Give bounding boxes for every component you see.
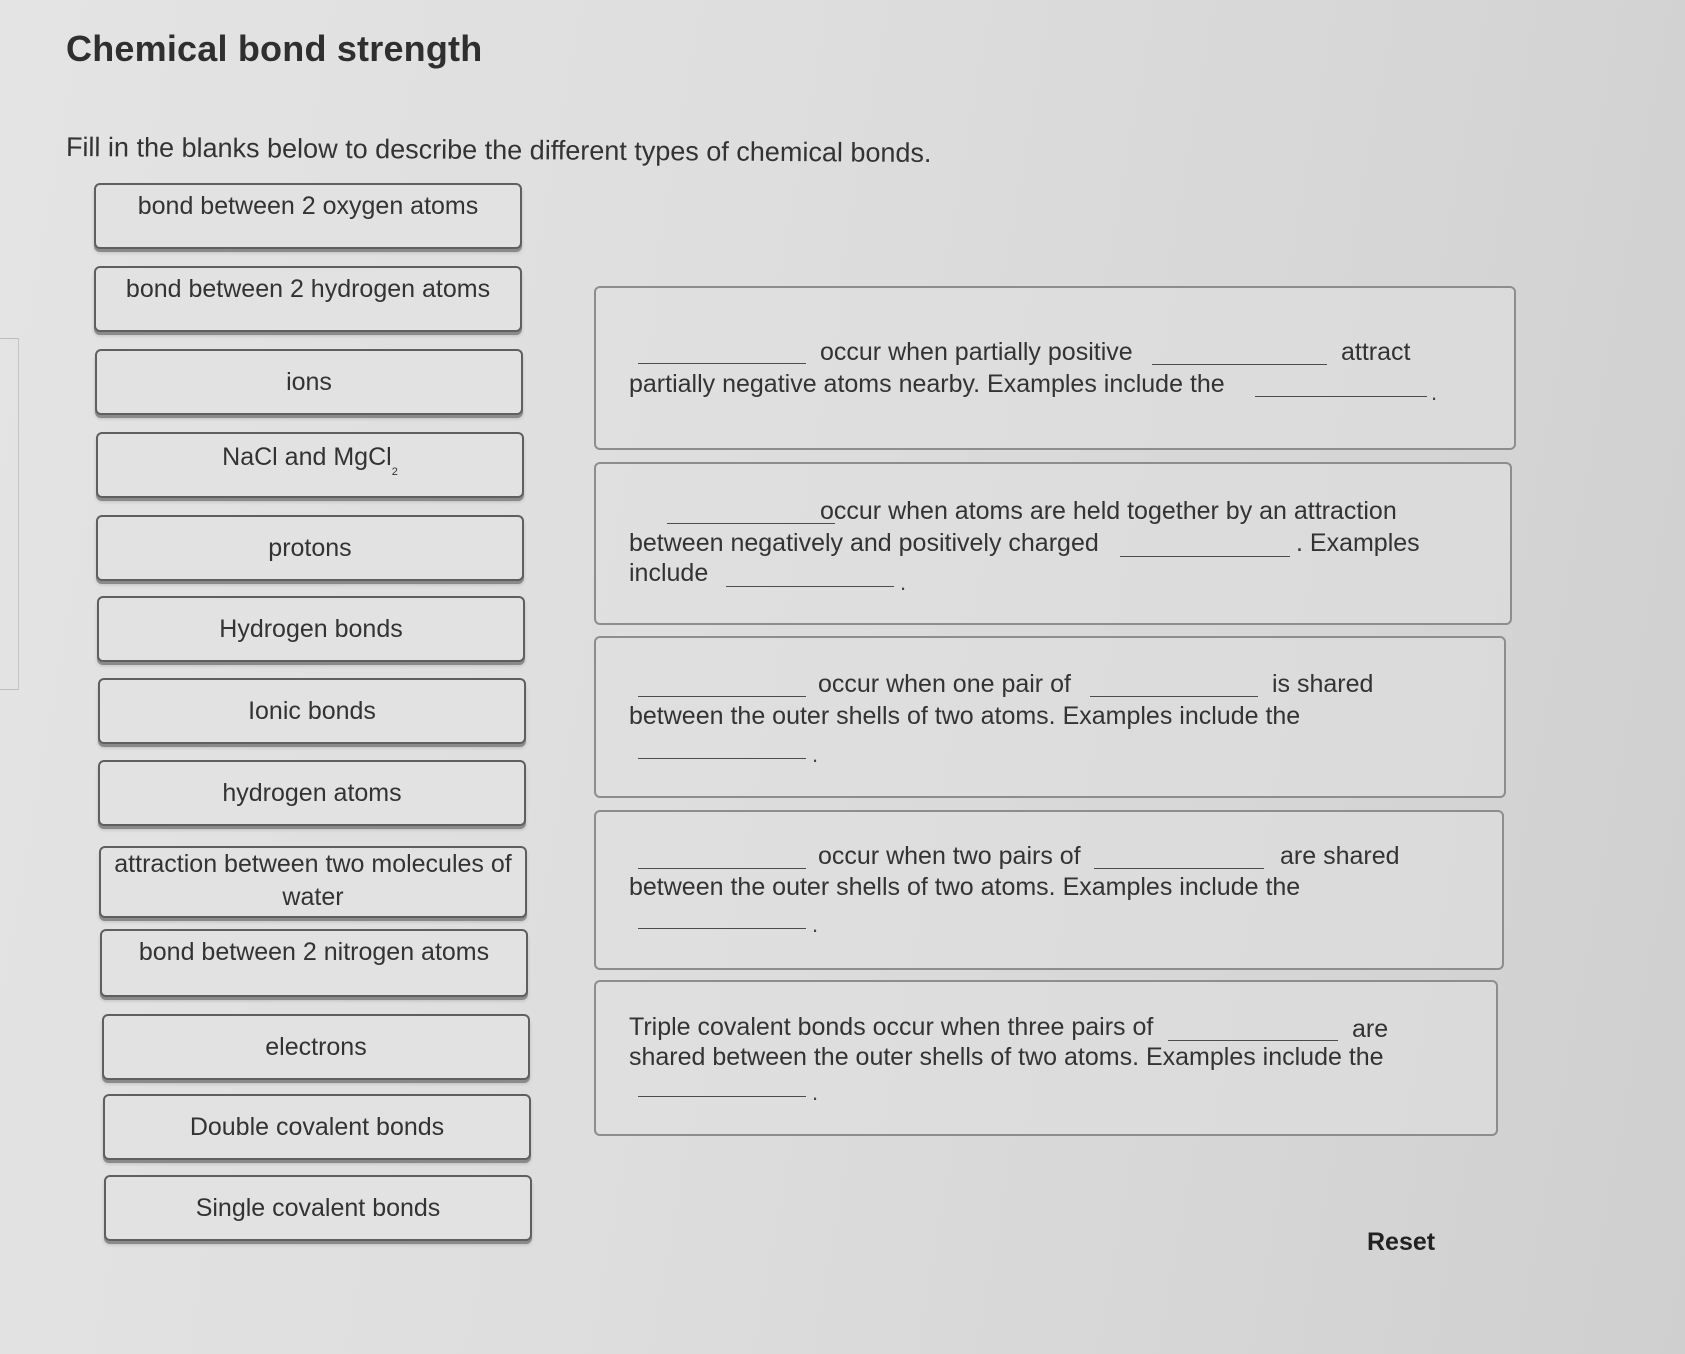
blank-drop-target[interactable] [638,928,806,929]
choice-label [222,441,398,489]
blank-drop-target[interactable] [638,1096,806,1097]
blank-drop-target[interactable] [1090,696,1258,697]
statement-text: between negatively and positively charged [629,529,1099,557]
choice-label: hydrogen atoms [222,778,402,807]
period: . [812,1080,819,1105]
statement-text: is shared [1272,670,1374,698]
choice-hydrogen-bonds[interactable] [97,596,525,662]
blank-drop-target[interactable] [1094,868,1264,869]
statement-text: are [1352,1015,1389,1043]
choice-label: Hydrogen bonds [219,614,403,643]
window-edge [0,338,19,690]
choice-label: Ionic bonds [248,696,376,725]
choice-label: electrons [265,1032,367,1061]
statement-text: attract [1341,338,1411,366]
choice-label-main: NaCl and MgCl [222,443,392,471]
blank-drop-target[interactable] [726,586,894,587]
blank-drop-target[interactable] [1120,556,1290,557]
statement-text: occur when atoms are held together by an attraction [820,497,1397,525]
statement-text: occur when one pair of [818,670,1071,698]
choice-label: Double covalent bonds [189,1112,445,1141]
choice-label [114,848,511,914]
blank-drop-target[interactable] [638,868,806,869]
choice-electrons[interactable] [102,1014,530,1080]
blank-drop-target[interactable] [667,523,835,524]
choice-label: ions [286,367,332,396]
choice-hydrogen-atoms-bond[interactable] [94,266,522,332]
statement-text: between the outer shells of two atoms. Examples include the [629,702,1301,730]
choice-label: bond between 2 hydrogen atoms [125,275,491,303]
statement-text: occur when partially positive [820,338,1133,366]
choice-double-covalent[interactable] [103,1094,531,1160]
choice-label: protons [268,533,352,562]
choice-single-covalent[interactable] [104,1175,532,1241]
statement-text: include [629,559,709,587]
blank-drop-target[interactable] [638,758,806,759]
blank-drop-target[interactable] [1255,396,1427,397]
statement-text: are shared [1280,842,1400,870]
statement-text: between the outer shells of two atoms. Examples include the [629,873,1301,901]
statement-text: occur when two pairs of [818,842,1081,870]
choice-hydrogen-atoms[interactable] [98,760,526,826]
blank-drop-target[interactable] [638,363,806,364]
blank-drop-target[interactable] [638,696,806,697]
statement-text: partially negative atoms nearby. Examples include the [629,370,1225,398]
choice-label: bond between 2 oxygen atoms [137,192,479,220]
choice-oxygen-bond[interactable] [94,183,522,249]
blank-drop-target[interactable] [1152,364,1327,365]
choice-label-line1: attraction between two molecules of [114,850,512,878]
choice-label: bond between 2 nitrogen atoms [138,938,490,966]
choice-ionic-bonds[interactable] [98,678,526,744]
choice-ions[interactable] [95,349,523,415]
statement-panel-1 [594,286,1516,450]
period: . [812,912,819,937]
blank-drop-target[interactable] [1168,1040,1338,1041]
statement-text: Triple covalent bonds occur when three pairs of [629,1013,1154,1041]
period: . [1431,380,1438,405]
page-title: Chemical bond strength [66,28,483,69]
choice-water-attraction[interactable] [99,846,527,918]
instructions: Fill in the blanks below to describe the different types of chemical bonds. [65,132,932,169]
choice-label-line2: water [282,883,344,911]
choice-label: Single covalent bonds [195,1193,441,1222]
subscript-2: 2 [391,466,398,478]
statement-text: shared between the outer shells of two atoms. Examples include the [629,1043,1384,1071]
statement-text: . Examples [1296,529,1420,557]
period: . [812,742,819,767]
reset-button[interactable]: Reset [1367,1228,1436,1256]
choice-nitrogen-bond[interactable] [100,929,528,997]
choice-protons[interactable] [96,515,524,581]
choice-nacl-mgcl2[interactable] [96,432,524,498]
period: . [900,570,907,595]
